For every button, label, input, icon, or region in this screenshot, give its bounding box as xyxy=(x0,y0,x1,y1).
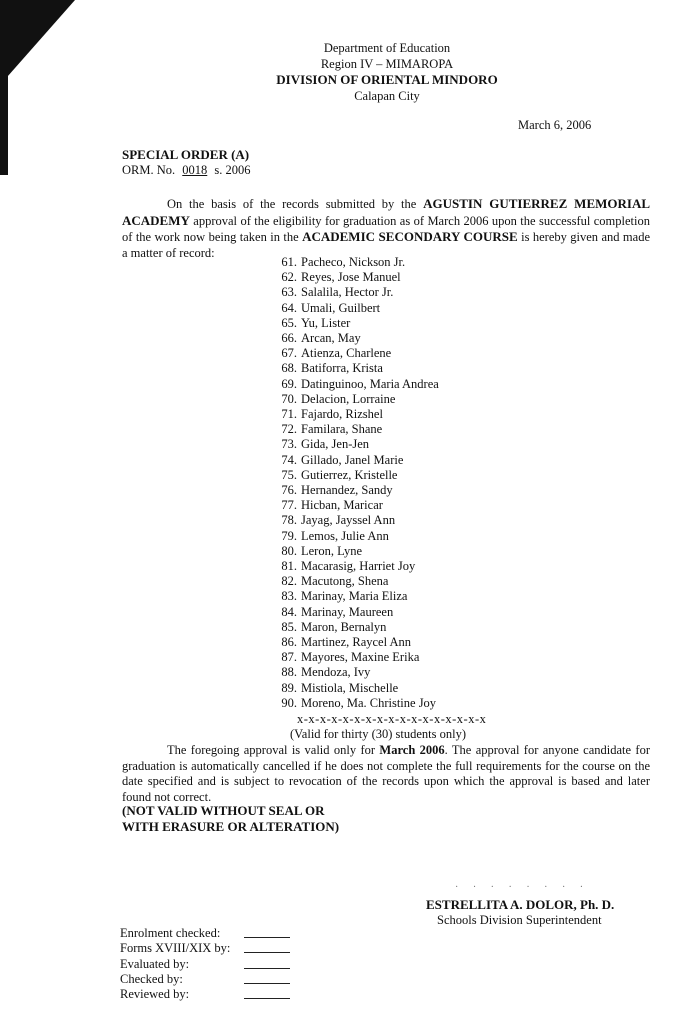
student-number: 79. xyxy=(281,528,297,543)
student-number: 71. xyxy=(281,407,297,422)
student-number: 89. xyxy=(281,680,297,695)
order-number-prefix: ORM. No. xyxy=(122,163,176,177)
student-name: Datinguinoo, Maria Andrea xyxy=(301,376,439,391)
order-title: SPECIAL ORDER (A) xyxy=(122,147,250,162)
student-list-item xyxy=(273,407,439,422)
student-number: 63. xyxy=(281,285,297,300)
order-series: s. 2006 xyxy=(214,163,251,177)
student-name: Gillado, Janel Marie xyxy=(301,452,404,467)
student-list-item xyxy=(273,316,439,331)
student-name: Fajardo, Rizshel xyxy=(301,407,383,422)
department-name: Department of Education xyxy=(323,41,451,55)
student-name: Yu, Lister xyxy=(301,315,351,330)
end-of-list-marker: x-x-x-x-x-x-x-x-x-x-x-x-x-x-x-x-x xyxy=(297,712,487,726)
student-number: 83. xyxy=(281,589,297,604)
division-name: DIVISION OF ORIENTAL MINDORO xyxy=(276,72,498,87)
closing-paragraph xyxy=(122,743,650,805)
student-list-item xyxy=(273,650,439,665)
student-list-item xyxy=(273,635,439,650)
student-list-item xyxy=(273,301,439,316)
student-name: Gutierrez, Kristelle xyxy=(301,467,398,482)
closing-text-2: . The approval for anyone candidate for graduation is automatically cancelled if he does not complete the full requirements for the course on the date specified and is subject to revocation of the records upon which the approval is based and later found not correct. xyxy=(122,743,650,804)
student-number: 64. xyxy=(281,300,297,315)
verification-blank-line xyxy=(244,937,290,938)
signatory-title: Schools Division Superintendent xyxy=(437,913,602,927)
course-name: ACADEMIC SECONDARY COURSE xyxy=(302,229,518,244)
student-number: 69. xyxy=(281,376,297,391)
region-name: Region IV – MIMAROPA xyxy=(320,57,454,71)
student-name: Macutong, Shena xyxy=(301,574,389,589)
student-number: 78. xyxy=(281,513,297,528)
student-name: Reyes, Jose Manuel xyxy=(301,270,401,285)
student-name: Gida, Jen-Jen xyxy=(301,437,370,452)
student-number: 74. xyxy=(281,452,297,467)
student-number: 67. xyxy=(281,346,297,361)
signatory-name: ESTRELLITA A. DOLOR, Ph. D. xyxy=(426,897,615,912)
student-list-item xyxy=(273,453,439,468)
student-name: Arcan, May xyxy=(301,331,361,346)
student-list-item xyxy=(273,620,439,635)
student-number: 82. xyxy=(281,574,297,589)
student-number: 85. xyxy=(281,619,297,634)
student-name: Maron, Bernalyn xyxy=(301,619,387,634)
closing-text-1: The foregoing approval is valid only for xyxy=(167,743,380,757)
student-name: Umali, Guilbert xyxy=(301,300,381,315)
validity-note: (Valid for thirty (30) students only) xyxy=(290,727,467,741)
student-list-item xyxy=(273,331,439,346)
student-list-item xyxy=(273,361,439,376)
student-number: 88. xyxy=(281,665,297,680)
student-number: 68. xyxy=(281,361,297,376)
student-list-item xyxy=(273,574,439,589)
intro-paragraph xyxy=(122,196,650,261)
student-number: 86. xyxy=(281,635,297,650)
student-number: 62. xyxy=(281,270,297,285)
verification-blank-line xyxy=(244,968,290,969)
student-name: Salalila, Hector Jr. xyxy=(301,285,394,300)
student-name: Mendoza, Ivy xyxy=(301,665,371,680)
verification-blank-line xyxy=(244,998,290,999)
student-name: Atienza, Charlene xyxy=(301,346,392,361)
student-name: Lemos, Julie Ann xyxy=(301,528,389,543)
student-list-item xyxy=(273,422,439,437)
student-name: Macarasig, Harriet Joy xyxy=(301,559,416,574)
school-name: AGUSTIN GUTIERREZ MEMORIAL ACADEMY xyxy=(122,196,651,228)
order-date: March 6, 2006 xyxy=(518,118,592,132)
student-name: Familara, Shane xyxy=(301,422,383,437)
verification-blank-line xyxy=(244,952,290,953)
student-number: 61. xyxy=(281,255,297,269)
intro-text-3: is hereby given and made a matter of record: xyxy=(122,230,651,260)
student-name: Jayag, Jayssel Ann xyxy=(301,513,396,528)
student-list-item xyxy=(273,270,439,285)
student-list-item xyxy=(273,255,439,270)
student-name: Pacheco, Nickson Jr. xyxy=(301,255,406,269)
warning-line-2: WITH ERASURE OR ALTERATION) xyxy=(122,819,340,834)
student-list xyxy=(273,255,439,711)
student-number: 80. xyxy=(281,543,297,558)
student-list-item xyxy=(273,665,439,680)
verification-label: Evaluated by: xyxy=(120,956,190,971)
student-list-item xyxy=(273,377,439,392)
student-name: Mistiola, Mischelle xyxy=(301,680,399,695)
student-list-item xyxy=(273,529,439,544)
validity-warning xyxy=(122,803,339,835)
student-list-item xyxy=(273,346,439,361)
student-number: 81. xyxy=(281,559,297,574)
student-name: Mayores, Maxine Erika xyxy=(301,650,420,665)
student-list-item xyxy=(273,285,439,300)
student-name: Batiforra, Krista xyxy=(301,361,383,376)
student-number: 77. xyxy=(281,498,297,513)
verification-label: Checked by: xyxy=(120,971,183,986)
student-name: Moreno, Ma. Christine Joy xyxy=(301,695,437,710)
student-number: 90. xyxy=(281,695,297,710)
student-name: Leron, Lyne xyxy=(301,543,363,558)
warning-line-1: (NOT VALID WITHOUT SEAL OR xyxy=(122,803,325,818)
student-number: 76. xyxy=(281,483,297,498)
verification-row xyxy=(120,941,230,956)
student-number: 75. xyxy=(281,467,297,482)
student-name: Martinez, Raycel Ann xyxy=(301,635,412,650)
city-name: Calapan City xyxy=(354,89,420,103)
student-number: 73. xyxy=(281,437,297,452)
signature-smudge: · · · · · · · · xyxy=(455,882,590,893)
student-list-item xyxy=(273,468,439,483)
closing-valid-date: March 2006 xyxy=(379,743,445,757)
student-name: Hicban, Maricar xyxy=(301,498,383,513)
order-number-value: 0018 xyxy=(182,163,208,177)
student-list-item xyxy=(273,605,439,620)
verification-row xyxy=(120,957,230,972)
verification-block xyxy=(120,926,230,1002)
student-name: Hernandez, Sandy xyxy=(301,483,393,498)
student-list-item xyxy=(273,544,439,559)
student-list-item xyxy=(273,437,439,452)
order-number xyxy=(122,163,251,178)
intro-text-1: On the basis of the records submitted by the xyxy=(167,197,424,211)
student-list-item xyxy=(273,498,439,513)
student-number: 72. xyxy=(281,422,297,437)
verification-label: Enrolment checked: xyxy=(120,926,221,940)
student-number: 66. xyxy=(281,331,297,346)
student-name: Marinay, Maria Eliza xyxy=(301,589,408,604)
verification-blank-line xyxy=(244,983,290,984)
student-number: 87. xyxy=(281,650,297,665)
verification-label: Reviewed by: xyxy=(120,987,190,1002)
verification-row xyxy=(120,987,230,1002)
student-list-item xyxy=(273,513,439,528)
student-name: Marinay, Maureen xyxy=(301,604,394,619)
student-list-item xyxy=(273,589,439,604)
student-list-item xyxy=(273,681,439,696)
student-number: 65. xyxy=(281,315,297,330)
student-list-item xyxy=(273,559,439,574)
student-list-item xyxy=(273,696,439,711)
verification-label: Forms XVIII/XIX by: xyxy=(120,941,231,956)
student-list-item xyxy=(273,483,439,498)
verification-row xyxy=(120,972,230,987)
student-number: 84. xyxy=(281,604,297,619)
verification-row xyxy=(120,926,230,941)
letterhead xyxy=(0,40,690,104)
intro-text-2: approval of the eligibility for graduation as of March 2006 upon the successful completion of the work now being taken in the xyxy=(122,213,650,244)
student-list-item xyxy=(273,392,439,407)
student-number: 70. xyxy=(281,391,297,406)
student-name: Delacion, Lorraine xyxy=(301,391,396,406)
